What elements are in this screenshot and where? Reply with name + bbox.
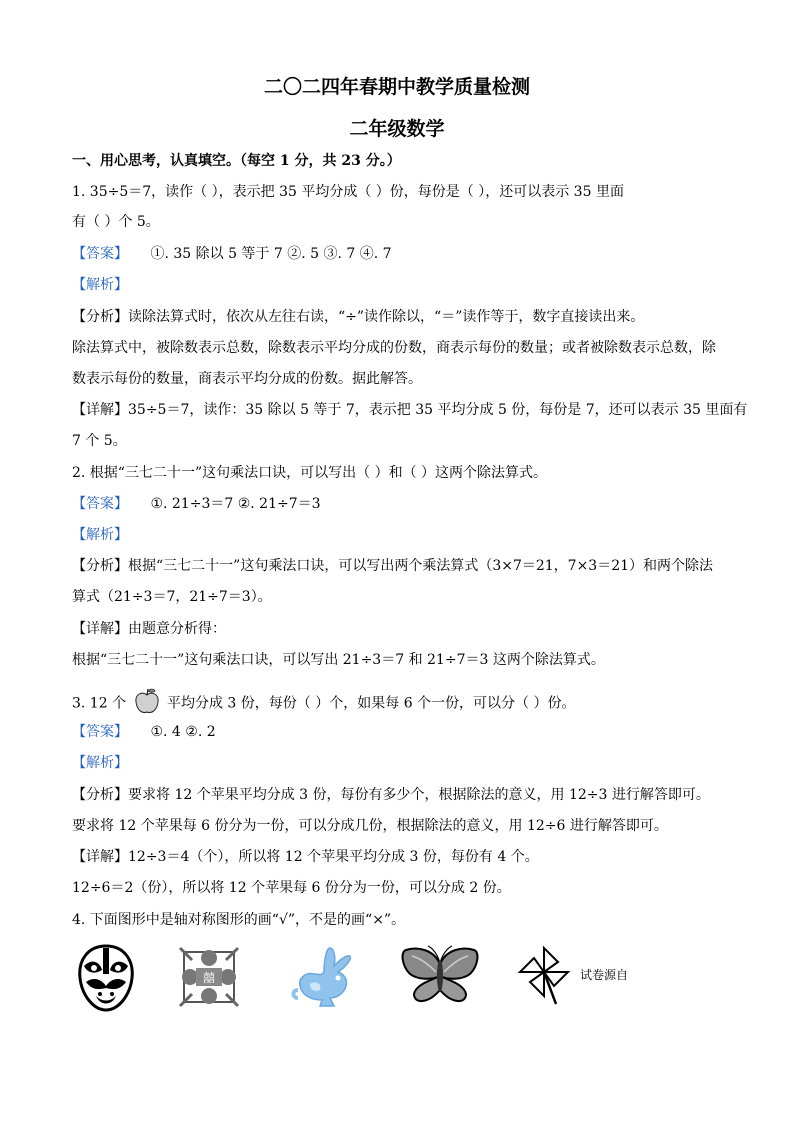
- answer-label: 【答案】: [72, 724, 128, 740]
- answer-label: 【答案】: [72, 496, 128, 512]
- section-heading: 一、用心思考，认真填空。（每空 1 分，共 23 分。）: [72, 153, 401, 169]
- mask-icon: [74, 944, 138, 1016]
- q3-prefix: 3. 12 个: [72, 695, 127, 712]
- q3-fenxi-line1: [72, 786, 710, 804]
- fenxi-text: 根据“三七二十一”这句乘法口诀，可以写出两个乘法算式（3×7＝21，7×3＝21）和两个除法: [128, 558, 714, 574]
- fenxi-label: 【分析】: [72, 309, 128, 325]
- q2-answer: [72, 495, 321, 513]
- page-title: 二〇二四年春期中教学质量检测: [263, 76, 530, 98]
- pinwheel-icon: [516, 944, 576, 1010]
- analysis-label: 【解析】: [72, 527, 128, 543]
- detail-label: 【详解】: [72, 621, 128, 637]
- q2-detail-line2: 根据“三七二十一”这句乘法口诀，可以写出 21÷3＝7 和 21÷7＝3 这两个除法算式。: [72, 652, 605, 668]
- q3-fenxi-line2: 要求将 12 个苹果每 6 份分为一份，可以分成几份，根据除法的意义，用 12÷6 进行解答即可。: [72, 818, 668, 834]
- q3-suffix: 平均分成 3 份，每份（ ）个，如果每 6 个一份，可以分（ ）份。: [166, 695, 576, 712]
- q3-answer: [72, 723, 216, 741]
- detail-text: 35÷5＝7，读作：35 除以 5 等于 7，表示把 35 平均分成 5 份，每份是 7，还可以表示 35 里面有: [128, 402, 748, 418]
- q3-line1: [72, 687, 576, 720]
- rabbit-icon: [290, 944, 360, 1014]
- answer-text: ①. 35 除以 5 等于 7 ②. 5 ③. 7 ④. 7: [150, 246, 392, 262]
- svg-text:囍: 囍: [202, 971, 216, 985]
- fenxi-text: 要求将 12 个苹果平均分成 3 份，每份有多少个，根据除法的意义，用 12÷3 进行解答即可。: [128, 787, 710, 803]
- detail-label: 【详解】: [72, 402, 128, 418]
- watermark-text: 试卷源自: [580, 968, 629, 982]
- q1-fenxi-line3: 数表示每份的数量，商表示平均分成的份数。据此解答。: [72, 371, 422, 387]
- q4-line1: 4. 下面图形中是轴对称图形的画“√”，不是的画“×”。: [72, 912, 406, 928]
- page-subtitle: 二年级数学: [349, 118, 445, 140]
- q2-fenxi-line1: [72, 557, 713, 575]
- q3-detail-line1: [72, 848, 539, 866]
- q1-fenxi-line1: [72, 308, 644, 326]
- q3-detail-line2: 12÷6＝2（份），所以将 12 个苹果每 6 份分为一份，可以分成 2 份。: [72, 880, 511, 896]
- fenxi-label: 【分析】: [72, 558, 128, 574]
- analysis-label: 【解析】: [72, 755, 128, 771]
- analysis-label: 【解析】: [72, 277, 128, 293]
- q2-line1: 2. 根据“三七二十一”这句乘法口诀，可以写出（ ）和（ ）这两个除法算式。: [72, 465, 548, 481]
- apple-icon: [133, 687, 161, 720]
- answer-text: ①. 21÷3＝7 ②. 21÷7＝3: [150, 496, 321, 512]
- q1-line2: 有（ ）个 5。: [72, 214, 160, 230]
- q2-detail-line1: [72, 620, 226, 638]
- detail-text: 由题意分析得：: [128, 621, 226, 637]
- detail-label: 【详解】: [72, 849, 128, 865]
- answer-label: 【答案】: [72, 246, 128, 262]
- butterfly-icon: [398, 944, 482, 1012]
- q1-detail-line2: 7 个 5。: [72, 433, 127, 449]
- paper-cut-icon: [176, 944, 242, 1014]
- q1-fenxi-line2: 除法算式中，被除数表示总数，除数表示平均分成的份数，商表示每份的数量；或者被除数表示总数，除: [72, 340, 716, 356]
- answer-text: ①. 4 ②. 2: [150, 724, 216, 740]
- fenxi-label: 【分析】: [72, 787, 128, 803]
- q2-fenxi-line2: 算式（21÷3＝7，21÷7＝3）。: [72, 589, 272, 605]
- detail-text: 12÷3＝4（个），所以将 12 个苹果平均分成 3 份，每份有 4 个。: [128, 849, 539, 865]
- q1-line1: 1. 35÷5＝7，读作（ ），表示把 35 平均分成（ ）份，每份是（ ），还可以表示 35 里面: [72, 184, 624, 200]
- fenxi-text: 读除法算式时，依次从左往右读，“÷”读作除以，“＝”读作等于，数字直接读出来。: [128, 309, 645, 325]
- q1-detail-line1: [72, 401, 747, 419]
- q1-answer: [72, 245, 392, 263]
